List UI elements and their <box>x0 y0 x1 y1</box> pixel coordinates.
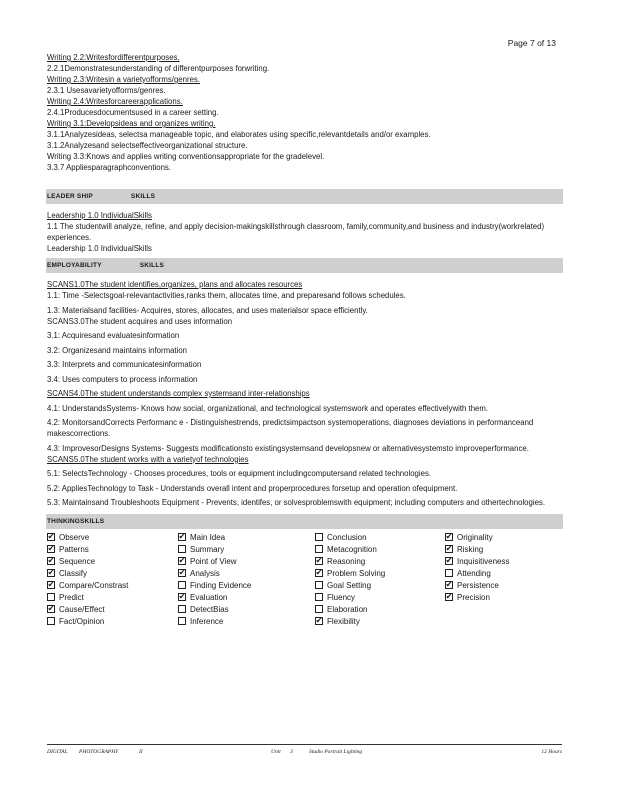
thinking-skill-label: Classify <box>59 568 88 578</box>
checkbox-checked[interactable]: ✔ <box>315 568 323 577</box>
document-body <box>47 52 562 627</box>
thinking-skill-item <box>47 615 178 627</box>
scans1-heading: SCANS1.0The student identifies,organizes, plans and allocates resources <box>47 280 303 289</box>
thinking-skill-label: Evaluation <box>190 592 228 602</box>
thinking-skill-label: DetectBias <box>190 604 229 614</box>
footer-course: DIGITAL <box>47 749 68 755</box>
thinking-skill-label: Observe <box>59 532 90 542</box>
thinking-skill-label: Attending <box>457 568 491 578</box>
thinking-skill-label: Elaboration <box>327 604 368 614</box>
thinking-skill-label: Flexibility <box>327 616 360 626</box>
thinking-skill-label: Compare/Constrast <box>59 580 129 590</box>
thinking-skill-label: Patterns <box>59 544 89 554</box>
thinking-skill-item <box>47 591 178 603</box>
thinking-skill-item <box>445 579 555 591</box>
scans3-heading: SCANS3.0The student acquires and uses information <box>47 316 233 326</box>
checkbox-checked[interactable]: ✔ <box>47 580 55 589</box>
section-title: EMPLOYABILITY <box>47 262 102 269</box>
leadership-section-bar <box>46 189 563 204</box>
footer-course-2: PHOTOGRAPHY <box>79 749 119 755</box>
thinking-skill-label: Inquisitiveness <box>457 556 510 566</box>
thinking-skill-item <box>445 567 555 579</box>
checkbox-checked[interactable]: ✔ <box>178 592 186 601</box>
thinking-skill-label: Main Idea <box>190 532 226 542</box>
writing-standard-item: 3.3.7 Appliesparagraphconventions. <box>47 163 171 172</box>
thinking-skill-item <box>315 555 445 567</box>
thinking-skill-label: Point of View <box>190 556 237 566</box>
scans-item: 5.1: SelectsTechnology - Chooses procedures, tools or equipment includingcomputersand related technologies. <box>47 469 432 478</box>
thinking-skill-label: Problem Solving <box>327 568 386 578</box>
thinking-skill-item <box>178 543 315 555</box>
page-number: Page 7 of 13 <box>507 38 556 48</box>
thinking-skill-item <box>315 591 445 603</box>
thinking-skill-label: Cause/Effect <box>59 604 105 614</box>
thinking-skill-item <box>315 543 445 555</box>
checkbox-unchecked[interactable] <box>445 569 453 577</box>
thinking-section-bar <box>46 514 563 529</box>
leadership-heading: Leadership 1.0 IndividualSkills <box>47 211 152 220</box>
checkbox-checked[interactable]: ✔ <box>47 556 55 565</box>
thinking-skill-item <box>445 543 555 555</box>
thinking-skill-item <box>47 555 178 567</box>
checkbox-checked[interactable]: ✔ <box>178 556 186 565</box>
checkbox-unchecked[interactable] <box>315 545 323 553</box>
checkbox-checked[interactable]: ✔ <box>445 544 453 553</box>
scans-item: 4.1: UnderstandsSystems- Knows how social, organizational, and technological systemswork and operates effectivelywith them. <box>47 403 489 413</box>
footer-level: II <box>139 749 143 755</box>
page-footer <box>47 744 562 755</box>
thinking-skill-label: Originality <box>457 532 493 542</box>
thinking-skill-label: Inference <box>190 616 224 626</box>
thinking-skill-item <box>178 579 315 591</box>
thinking-skill-item <box>47 543 178 555</box>
thinking-skill-label: Reasoning <box>327 556 366 566</box>
footer-unit-number: 3 <box>290 749 293 755</box>
thinking-skill-label: Metacognition <box>327 544 377 554</box>
scans-item: 5.2: AppliesTechnology to Task - Understands overall intent and properprocedures forsetup and operation ofequipment. <box>47 483 458 493</box>
thinking-skill-item <box>47 567 178 579</box>
scans-item: 1.1: Time -Selectsgoal-relevantactivities,ranks them, allocates time, and preparesand follows schedules. <box>47 291 406 300</box>
section-title: LEADER SHIP <box>47 193 93 200</box>
checkbox-unchecked[interactable] <box>178 605 186 613</box>
thinking-skill-item <box>315 567 445 579</box>
thinking-skill-item <box>178 603 315 615</box>
thinking-skill-label: Goal Setting <box>327 580 372 590</box>
thinking-skill-label: Persistence <box>457 580 499 590</box>
thinking-skill-item <box>47 579 178 591</box>
checkbox-unchecked[interactable] <box>178 617 186 625</box>
writing-standard-heading: Writing 2.2:Writesfordifferentpurposes. <box>47 53 180 62</box>
scans4-heading: SCANS4.0The student understands complex systemsand inter-relationships <box>47 389 310 398</box>
section-skills-label: SKILLS <box>130 193 156 200</box>
writing-standard-heading: Writing 2.4:Writesforcareerapplications. <box>47 97 183 106</box>
thinking-skill-item <box>445 591 555 603</box>
checkbox-checked[interactable]: ✔ <box>315 616 323 625</box>
footer-unit: Unit <box>271 749 281 755</box>
writing-standard-heading: Writing 2.3:Writesin a varietyofforms/genres. <box>47 75 200 84</box>
thinking-skill-label: Fact/Opinion <box>59 616 105 626</box>
thinking-skill-label: Analysis <box>190 568 220 578</box>
thinking-skill-item <box>178 615 315 627</box>
writing-standard-heading: Writing 3.1:Developsideas and organizes writing. <box>47 119 216 128</box>
thinking-skill-item <box>315 531 445 543</box>
section-title: THINKINGSKILLS <box>47 518 105 525</box>
thinking-skill-item <box>178 591 315 603</box>
thinking-skill-item <box>47 603 178 615</box>
thinking-skill-item <box>178 531 315 543</box>
thinking-skill-item <box>315 579 445 591</box>
scans-item: 3.2: Organizesand maintains information <box>47 345 187 355</box>
thinking-skill-item <box>178 555 315 567</box>
scans-item: 4.2: MonitorsandCorrects Performanc e - Distinguishestrends, predictsimpactson systemoperations, diagnoses deviations in performanceand makescorrections. <box>47 418 534 438</box>
scans-item: 3.1: Acquiresand evaluatesinformation <box>47 331 180 340</box>
checkbox-checked[interactable]: ✔ <box>315 556 323 565</box>
section-skills-label: SKILLS <box>139 262 165 269</box>
writing-standard-item: 3.1.2Analyzesand selectseffectiveorganizational structure. <box>47 141 248 150</box>
thinking-skill-label: Predict <box>59 592 84 602</box>
scans-item: 3.3: Interprets and communicatesinformation <box>47 360 202 369</box>
writing-standard-item: 3.1.1Analyzesideas, selectsa manageable topic, and elaborates using specific,relevantdetails and/or examples. <box>47 130 431 139</box>
thinking-skill-label: Precision <box>457 592 490 602</box>
checkbox-checked[interactable]: ✔ <box>178 532 186 541</box>
checkbox-checked[interactable]: ✔ <box>47 604 55 613</box>
scans-item: 5.3: Maintainsand Troubleshoots Equipment - Prevents, identifes, or solvesproblemswith equipment; including computers and othertechnologies. <box>47 498 545 507</box>
scans-item: 1.3: Materialsand facilities- Acquires, stores, allocates, and uses materialsor space efficiently. <box>47 305 368 315</box>
employability-section-bar <box>46 258 563 273</box>
checkbox-unchecked[interactable] <box>47 617 55 625</box>
checkbox-unchecked[interactable] <box>47 593 55 601</box>
thinking-skill-item <box>445 555 555 567</box>
thinking-skill-label: Fluency <box>327 592 356 602</box>
checkbox-unchecked[interactable] <box>178 581 186 589</box>
writing-standard-item: 2.2.1Demonstratesunderstanding of differentpurposes forwriting. <box>47 64 270 73</box>
thinking-skill-label: Finding Evidence <box>190 580 252 590</box>
writing-standard-item: 2.4.1Producesdocumentsused in a career setting. <box>47 108 219 117</box>
checkbox-unchecked[interactable] <box>315 533 323 541</box>
checkbox-checked[interactable]: ✔ <box>445 556 453 565</box>
thinking-skill-label: Sequence <box>59 556 96 566</box>
checkbox-checked[interactable]: ✔ <box>47 568 55 577</box>
thinking-column <box>315 531 445 627</box>
thinking-column <box>178 531 315 627</box>
checkbox-checked[interactable]: ✔ <box>445 592 453 601</box>
checkbox-checked[interactable]: ✔ <box>445 532 453 541</box>
thinking-skill-label: Risking <box>457 544 484 554</box>
thinking-skill-label: Summary <box>190 544 225 554</box>
leadership-standard: 1.1 The studentwill analyze, refine, and apply decision-makingskillsthrough classroom, family,community,and business and industry(workrelated) experiences. <box>47 222 545 242</box>
checkbox-checked[interactable]: ✔ <box>47 532 55 541</box>
checkbox-unchecked[interactable] <box>178 545 186 553</box>
scans5-heading: SCANS5.0The student works with a varietyof technologies <box>47 454 249 464</box>
thinking-skill-item <box>445 531 555 543</box>
thinking-column <box>47 531 178 627</box>
scans-item: 4.3: ImprovesorDesigns Systems- Suggests modificationsto existingsystemsand developsnew or alternativesystemsto improveperformance. <box>47 443 529 453</box>
thinking-skill-label: Conclusion <box>327 532 367 542</box>
footer-unit-title: Studio Portrait Lighting <box>309 749 363 755</box>
thinking-skill-item <box>315 603 445 615</box>
footer-hours: 12 Hours <box>541 749 562 755</box>
thinking-column <box>445 531 555 627</box>
thinking-skill-item <box>47 531 178 543</box>
leadership-footer-line: Leadership 1.0 IndividualSkills <box>47 244 152 253</box>
writing-standard-item: 2.3.1 Usesavarietyofforms/genres. <box>47 86 166 95</box>
checkbox-unchecked[interactable] <box>315 593 323 601</box>
checkbox-checked[interactable]: ✔ <box>47 544 55 553</box>
thinking-skill-item <box>315 615 445 627</box>
writing-standard-item: Writing 3.3:Knows and applies writing conventionsappropriate for the gradelevel. <box>47 152 325 161</box>
thinking-skill-item <box>178 567 315 579</box>
checkbox-unchecked[interactable] <box>315 605 323 613</box>
scans-item: 3.4: Uses computers to process information <box>47 374 198 384</box>
thinking-skills-checklist <box>47 531 562 627</box>
checkbox-checked[interactable]: ✔ <box>178 568 186 577</box>
checkbox-checked[interactable]: ✔ <box>445 580 453 589</box>
writing-standards <box>47 52 562 173</box>
checkbox-unchecked[interactable] <box>315 581 323 589</box>
